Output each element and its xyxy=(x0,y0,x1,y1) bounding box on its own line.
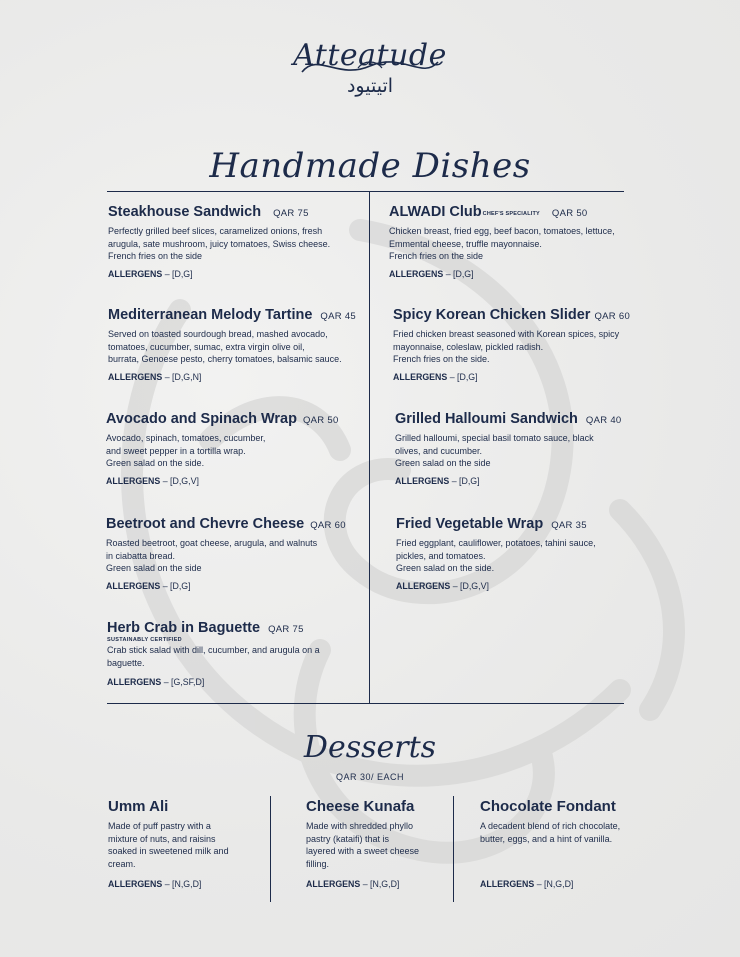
item-name: Spicy Korean Chicken Slider xyxy=(393,307,591,323)
item-description: Crab stick salad with dill, cucumber, and arugula on a baguette. xyxy=(107,645,320,668)
item-description: Made of puff pastry with a mixture of nuts, and raisins soaked in sweetened milk and cream. xyxy=(108,821,229,870)
item-description: Grilled halloumi, special basil tomato sauce, black olives, and cucumber. Green salad on the side xyxy=(395,433,594,469)
item-price: QAR 50 xyxy=(551,208,588,219)
section-title-handmade-dishes: Handmade Dishes xyxy=(209,146,531,186)
item-name: Umm Ali xyxy=(108,798,169,815)
item-name: Mediterranean Melody Tartine xyxy=(108,307,313,323)
dessert-item xyxy=(480,798,620,889)
dessert-divider-2 xyxy=(453,796,454,902)
menu-item xyxy=(106,516,346,591)
item-name: Avocado and Spinach Wrap xyxy=(106,411,297,427)
item-price: QAR 40 xyxy=(585,415,622,426)
item-description: Perfectly grilled beef slices, caramelized onions, fresh arugula, sate mushroom, juicy tomatoes, Swiss cheese. French fries on the side xyxy=(108,226,331,262)
item-name: Steakhouse Sandwich xyxy=(108,204,262,220)
item-allergens: ALLERGENS – [D,G] xyxy=(106,581,191,592)
menu-item xyxy=(395,411,622,486)
item-name: Fried Vegetable Wrap xyxy=(396,516,544,532)
item-allergens: ALLERGENS – [D,G] xyxy=(395,476,480,487)
item-description: Roasted beetroot, goat cheese, arugula, and walnuts in ciabatta bread. Green salad on the side xyxy=(106,538,318,574)
item-description: Fried eggplant, cauliflower, potatoes, tahini sauce, pickles, and tomatoes. Green salad on the side. xyxy=(396,538,596,574)
chefs-speciality-badge: CHEF'S SPECIALITY xyxy=(482,211,540,217)
dessert-price-note: QAR 30/ EACH xyxy=(335,772,405,782)
dessert-item xyxy=(108,798,229,889)
divider-bottom xyxy=(107,703,624,704)
item-allergens: ALLERGENS – [N,G,D] xyxy=(108,878,202,889)
dessert-item xyxy=(306,798,419,889)
brand-name-arabic: اتيتيود xyxy=(346,75,394,97)
item-description: Made with shredded phyllo pastry (kataifi) that is layered with a sweet cheese filling. xyxy=(306,821,420,870)
item-name: Grilled Halloumi Sandwich xyxy=(395,411,578,427)
item-allergens: ALLERGENS – [D,G,N] xyxy=(108,372,202,383)
logo-flourish-icon xyxy=(298,42,442,82)
item-price: QAR 35 xyxy=(551,520,587,531)
section-title-desserts: Desserts xyxy=(303,730,437,765)
item-description: A decadent blend of rich chocolate, butter, eggs, and a hint of vanilla. xyxy=(480,821,621,844)
brand-name-latin: Atteatude xyxy=(293,38,447,73)
item-price: QAR 75 xyxy=(268,624,304,635)
item-description: Avocado, spinach, tomatoes, cucumber, and sweet pepper in a tortilla wrap. Green salad on the side. xyxy=(106,433,266,469)
item-name: Cheese Kunafa xyxy=(306,798,415,815)
item-allergens: ALLERGENS – [D,G] xyxy=(393,372,478,383)
divider-top xyxy=(107,191,624,192)
item-allergens: ALLERGENS – [N,G,D] xyxy=(306,878,400,889)
item-name: ALWADI Club xyxy=(389,204,482,220)
menu-item xyxy=(396,516,596,591)
menu-item xyxy=(106,411,339,486)
item-name: Chocolate Fondant xyxy=(480,798,616,815)
dessert-divider-1 xyxy=(270,796,271,902)
item-allergens: ALLERGENS – [G,SF,D] xyxy=(107,677,205,688)
divider-center xyxy=(369,191,370,704)
item-price: QAR 60 xyxy=(310,520,346,531)
menu-item xyxy=(389,204,615,279)
item-price: QAR 75 xyxy=(273,208,309,219)
item-name: Herb Crab in Baguette xyxy=(107,620,261,636)
item-price: QAR 45 xyxy=(320,311,356,322)
item-allergens: ALLERGENS – [N,G,D] xyxy=(480,879,574,890)
item-description: Fried chicken breast seasoned with Korean spices, spicy mayonnaise, coleslaw, pickled radish. French fries on the side. xyxy=(393,329,620,365)
item-description: Served on toasted sourdough bread, mashed avocado, tomatoes, cucumber, sumac, extra virgin olive oil, burrata, Genoese pesto, cherry tomatoes, balsamic sauce. xyxy=(108,329,342,365)
item-price: QAR 60 xyxy=(594,311,631,322)
item-price: QAR 50 xyxy=(302,415,339,426)
item-allergens: ALLERGENS – [D,G] xyxy=(389,269,474,280)
item-allergens: ALLERGENS – [D,G,V] xyxy=(396,581,489,592)
item-name: Beetroot and Chevre Cheese xyxy=(106,516,305,532)
item-allergens: ALLERGENS – [D,G,V] xyxy=(106,476,199,487)
sustainably-certified-label: SUSTAINABLY CERTIFIED xyxy=(107,637,182,643)
menu-item xyxy=(393,307,630,382)
item-description: Chicken breast, fried egg, beef bacon, tomatoes, lettuce, Emmental cheese, truffle mayonnaise. French fries on the side xyxy=(389,226,615,262)
menu-item xyxy=(107,620,320,687)
menu-item xyxy=(108,307,356,382)
item-allergens: ALLERGENS – [D,G] xyxy=(108,269,193,280)
menu-item xyxy=(108,204,330,279)
